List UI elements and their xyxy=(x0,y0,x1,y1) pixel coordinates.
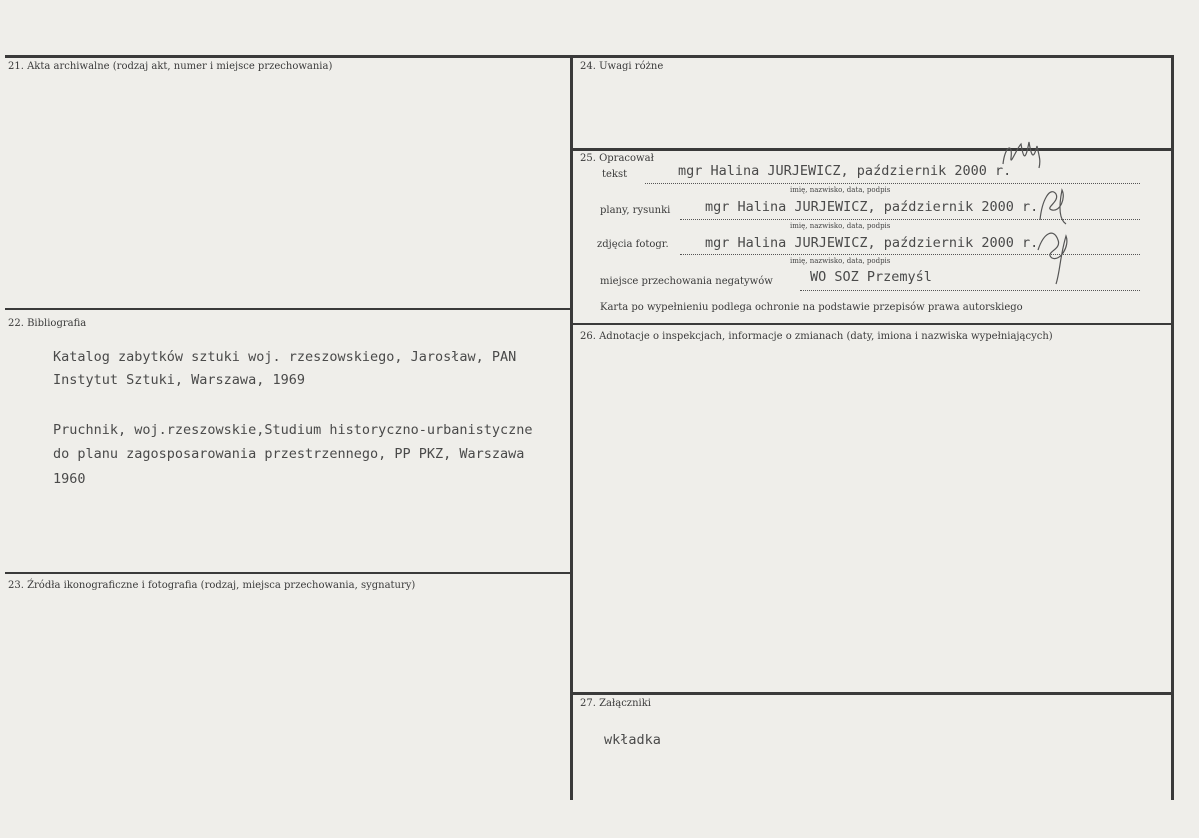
signature-3-icon xyxy=(1030,222,1080,287)
negatywy-dotted-line xyxy=(800,290,1140,291)
plany-caption: imię, nazwisko, data, podpis xyxy=(790,222,891,230)
section-22-label: 22. Bibliografia xyxy=(8,318,87,329)
rule-25-26 xyxy=(570,323,1174,325)
section-24-label: 24. Uwagi różne xyxy=(580,61,664,72)
rule-21-22 xyxy=(5,308,573,310)
zdjecia-label: zdjęcia fotogr. xyxy=(597,239,669,250)
bibliography-entry-2-line-1: Pruchnik, woj.rzeszowskie,Studium historyczno-urbanistyczne xyxy=(53,422,533,438)
tekst-label: tekst xyxy=(602,169,628,180)
rule-24-25 xyxy=(570,148,1174,151)
zdjecia-caption: imię, nazwisko, data, podpis xyxy=(790,257,891,265)
copyright-note: Karta po wypełnieniu podlega ochronie na podstawie przepisów prawa autorskiego xyxy=(600,302,1023,313)
attachments-value: wkładka xyxy=(604,732,661,748)
bibliography-entry-1-line-2: Instytut Sztuki, Warszawa, 1969 xyxy=(53,372,305,388)
signature-1-icon xyxy=(995,134,1045,179)
zdjecia-value: mgr Halina JURJEWICZ, październik 2000 r. xyxy=(705,235,1039,251)
negatywy-label: miejsce przechowania negatywów xyxy=(600,276,773,287)
section-26-label: 26. Adnotacje o inspekcjach, informacje o zmianach (daty, imiona i nazwiska wypełniających) xyxy=(580,331,1053,342)
section-25-label: 25. Opracował xyxy=(580,153,654,164)
right-edge xyxy=(1171,55,1174,800)
center-divider xyxy=(570,55,573,800)
bibliography-entry-1-line-1: Katalog zabytków sztuki woj. rzeszowskiego, Jarosław, PAN xyxy=(53,349,517,365)
top-rule xyxy=(5,55,1174,58)
rule-22-23 xyxy=(5,572,573,574)
section-21-label: 21. Akta archiwalne (rodzaj akt, numer i miejsce przechowania) xyxy=(8,61,333,72)
bibliography-entry-2-line-3: 1960 xyxy=(53,471,86,487)
rule-26-27 xyxy=(570,692,1174,695)
bibliography-entry-2-line-2: do planu zagosposarowania przestrzennego, PP PKZ, Warszawa xyxy=(53,446,525,462)
plany-label: plany, rysunki xyxy=(600,205,671,216)
negatywy-value: WO SOZ Przemyśl xyxy=(810,269,932,285)
tekst-value: mgr Halina JURJEWICZ, październik 2000 r. xyxy=(678,163,1012,179)
section-23-label: 23. Źródła ikonograficzne i fotografia (rodzaj, miejsca przechowania, sygnatury) xyxy=(8,580,416,591)
plany-value: mgr Halina JURJEWICZ, październik 2000 r. xyxy=(705,199,1039,215)
section-27-label: 27. Załączniki xyxy=(580,698,651,709)
tekst-caption: imię, nazwisko, data, podpis xyxy=(790,186,891,194)
